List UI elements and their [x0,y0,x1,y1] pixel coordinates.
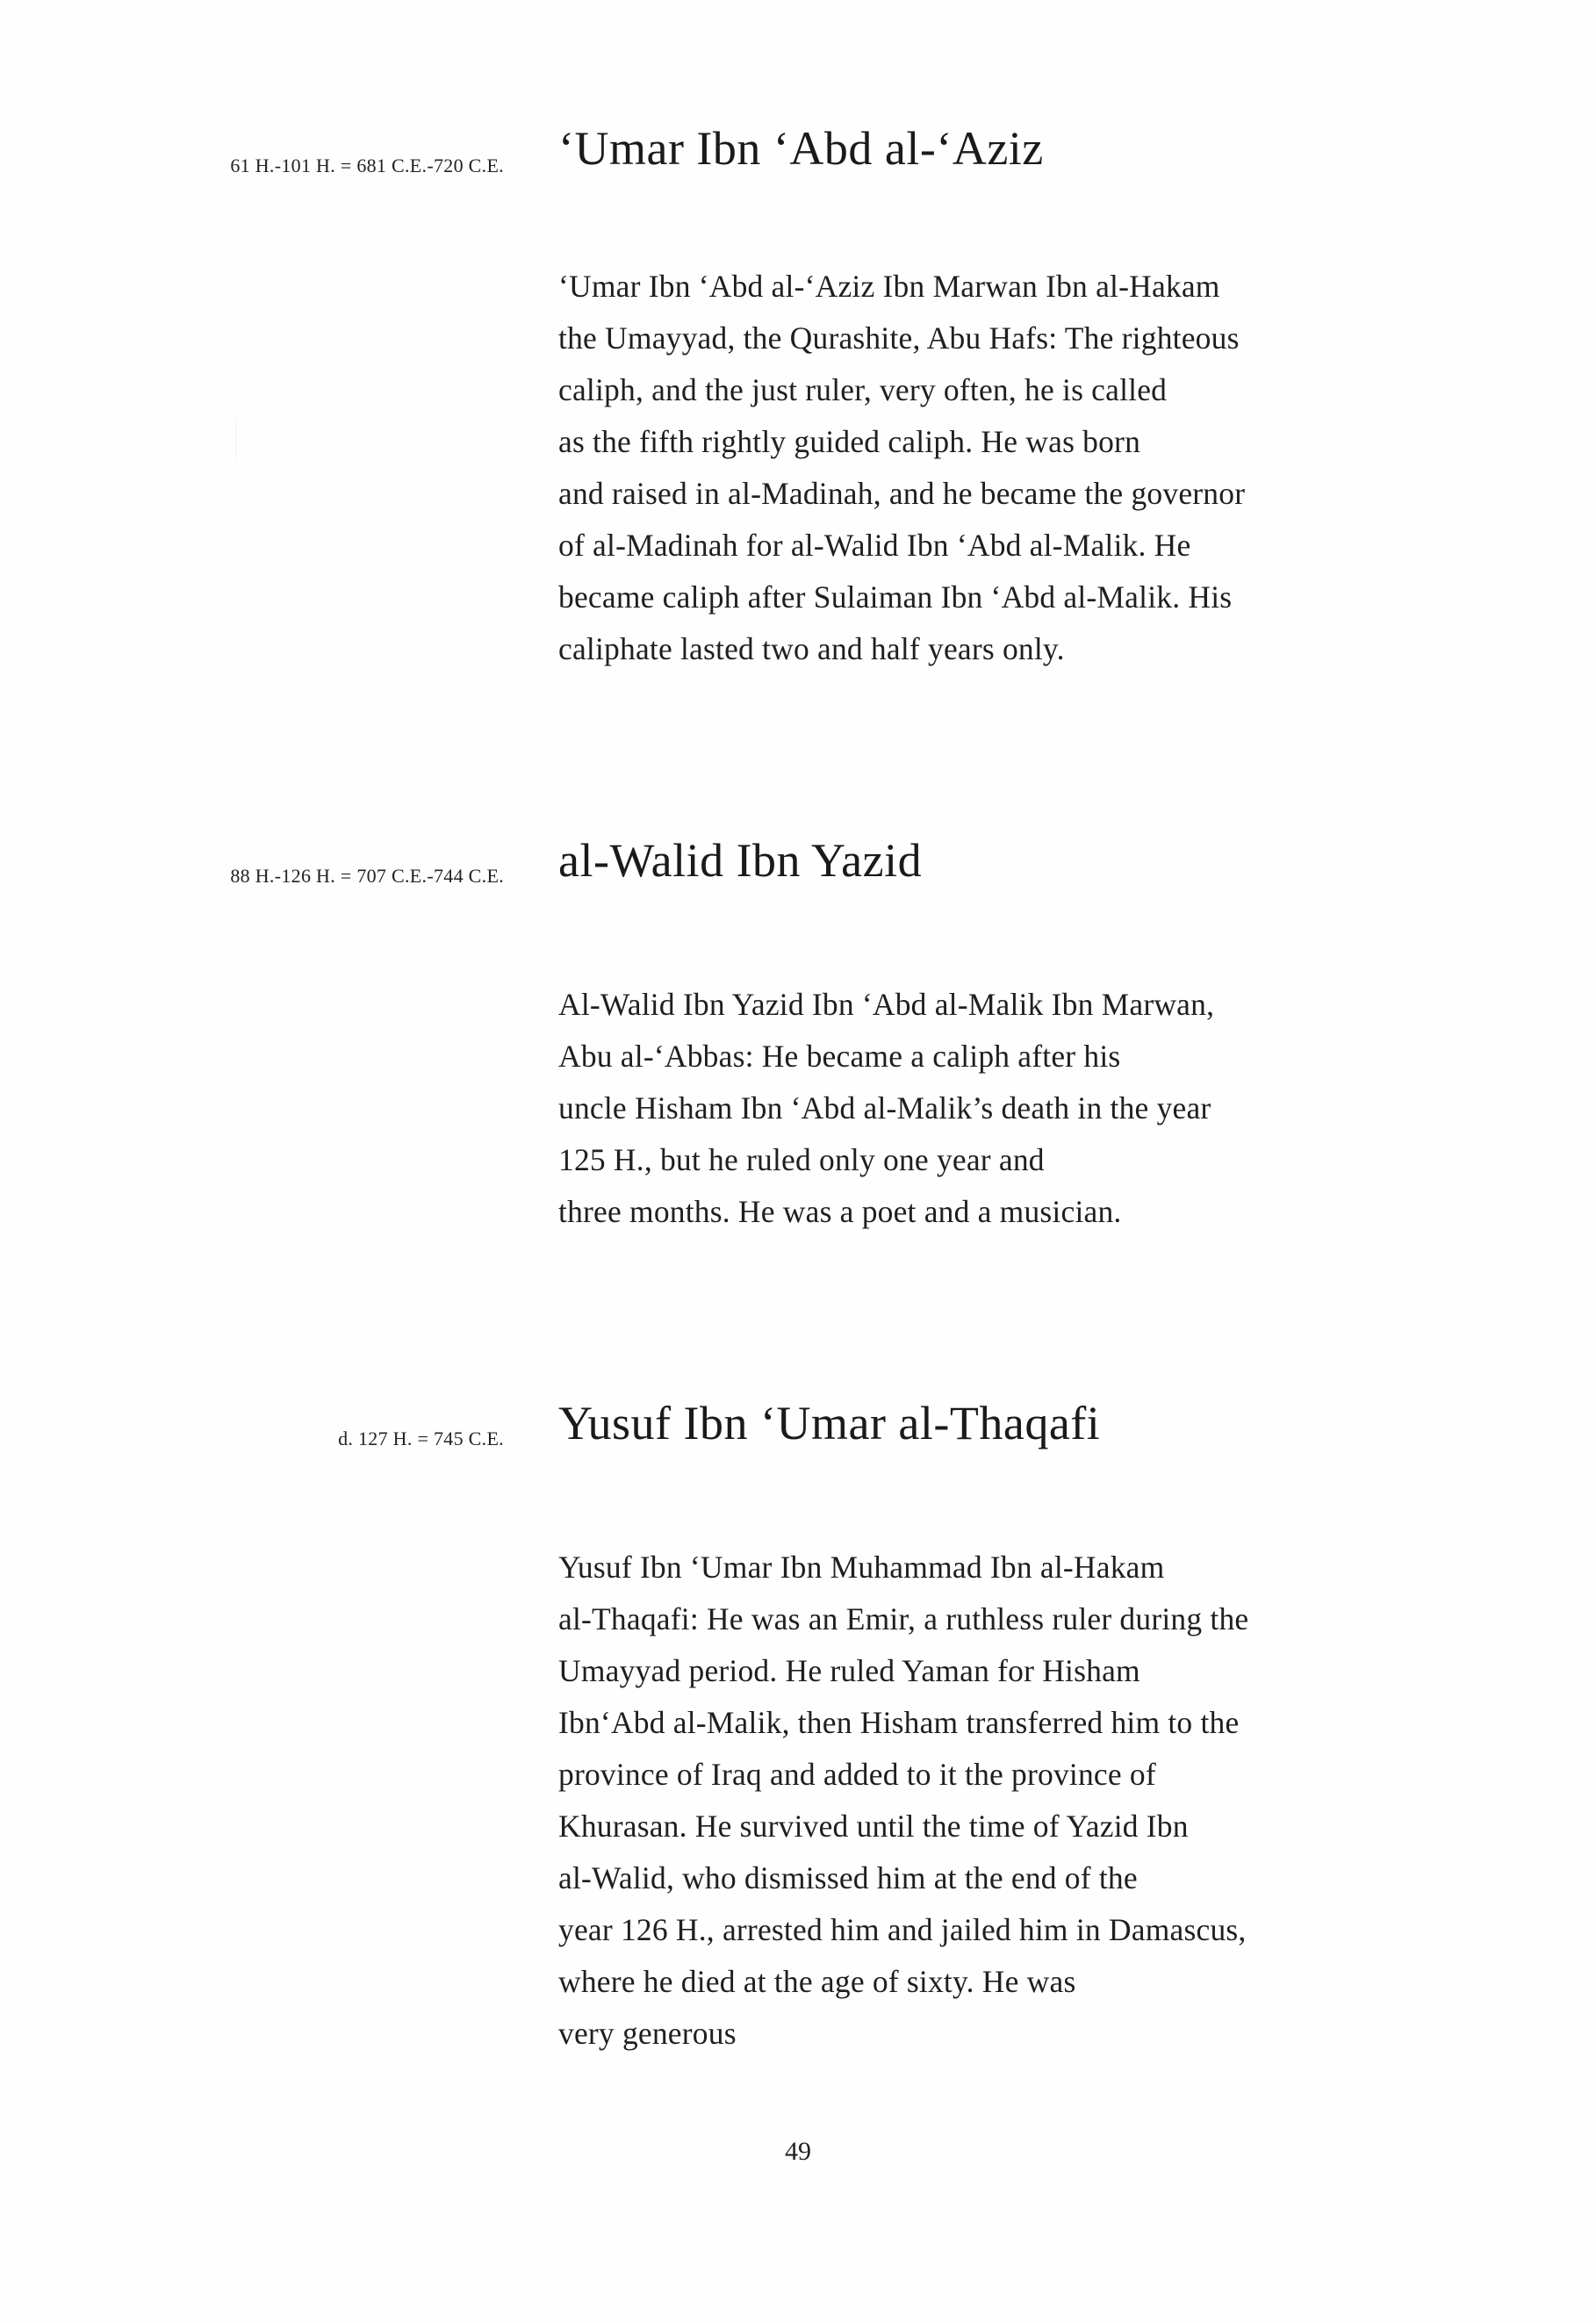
body-line: Umayyad period. He ruled Yaman for Hisham [558,1653,1140,1688]
entry-name: ‘Umar Ibn ‘Abd al-‘Aziz [558,122,1044,175]
body-line: province of Iraq and added to it the province of [558,1757,1156,1792]
body-line: Yusuf Ibn ‘Umar Ibn Muhammad Ibn al-Hakam [558,1550,1165,1585]
body-line: al-Walid, who dismissed him at the end of the [558,1860,1138,1895]
body-line: became caliph after Sulaiman Ibn ‘Abd al-Malik. His [558,579,1233,615]
entry-dates: 61 H.-101 H. = 681 C.E.-720 C.E. [230,155,504,176]
body-line: Ibn‘Abd al-Malik, then Hisham transferred him to the [558,1705,1240,1740]
body-line: uncle Hisham Ibn ‘Abd al-Malik’s death in the year [558,1090,1211,1126]
body-line: as the fifth rightly guided caliph. He was born [558,424,1141,459]
body-line: where he died at the age of sixty. He was [558,1964,1076,1999]
body-line: al-Thaqafi: He was an Emir, a ruthless ruler during the [558,1601,1249,1636]
entry-dates: d. 127 H. = 745 C.E. [338,1428,504,1449]
entry-body [558,979,1489,1238]
body-line: the Umayyad, the Qurashite, Abu Hafs: The righteous [558,320,1240,356]
body-line: Al-Walid Ibn Yazid Ibn ‘Abd al-Malik Ibn Marwan, [558,987,1215,1022]
entry-body [558,1542,1489,2060]
body-line: Khurasan. He survived until the time of Yazid Ibn [558,1809,1189,1844]
entry-name: Yusuf Ibn ‘Umar al-Thaqafi [558,1397,1101,1449]
entry-name: al-Walid Ibn Yazid [558,834,923,887]
body-line: three months. He was a poet and a musician. [558,1194,1122,1229]
body-line: of al-Madinah for al-Walid Ibn ‘Abd al-Malik. He [558,528,1191,563]
entry-body [558,261,1489,675]
body-line: ‘Umar Ibn ‘Abd al-‘Aziz Ibn Marwan Ibn al-Hakam [558,269,1220,304]
body-line: caliphate lasted two and half years only. [558,631,1065,666]
paper-blemish [235,413,238,465]
page-number: 49 [785,2137,811,2166]
body-line: caliph, and the just ruler, very often, he is called [558,372,1168,407]
body-line: very generous [558,2016,737,2051]
entry-dates: 88 H.-126 H. = 707 C.E.-744 C.E. [230,865,504,887]
body-line: year 126 H., arrested him and jailed him in Damascus, [558,1912,1247,1947]
body-line: and raised in al-Madinah, and he became the governor [558,476,1246,511]
body-line: Abu al-‘Abbas: He became a caliph after his [558,1039,1121,1074]
body-line: 125 H., but he ruled only one year and [558,1142,1045,1177]
